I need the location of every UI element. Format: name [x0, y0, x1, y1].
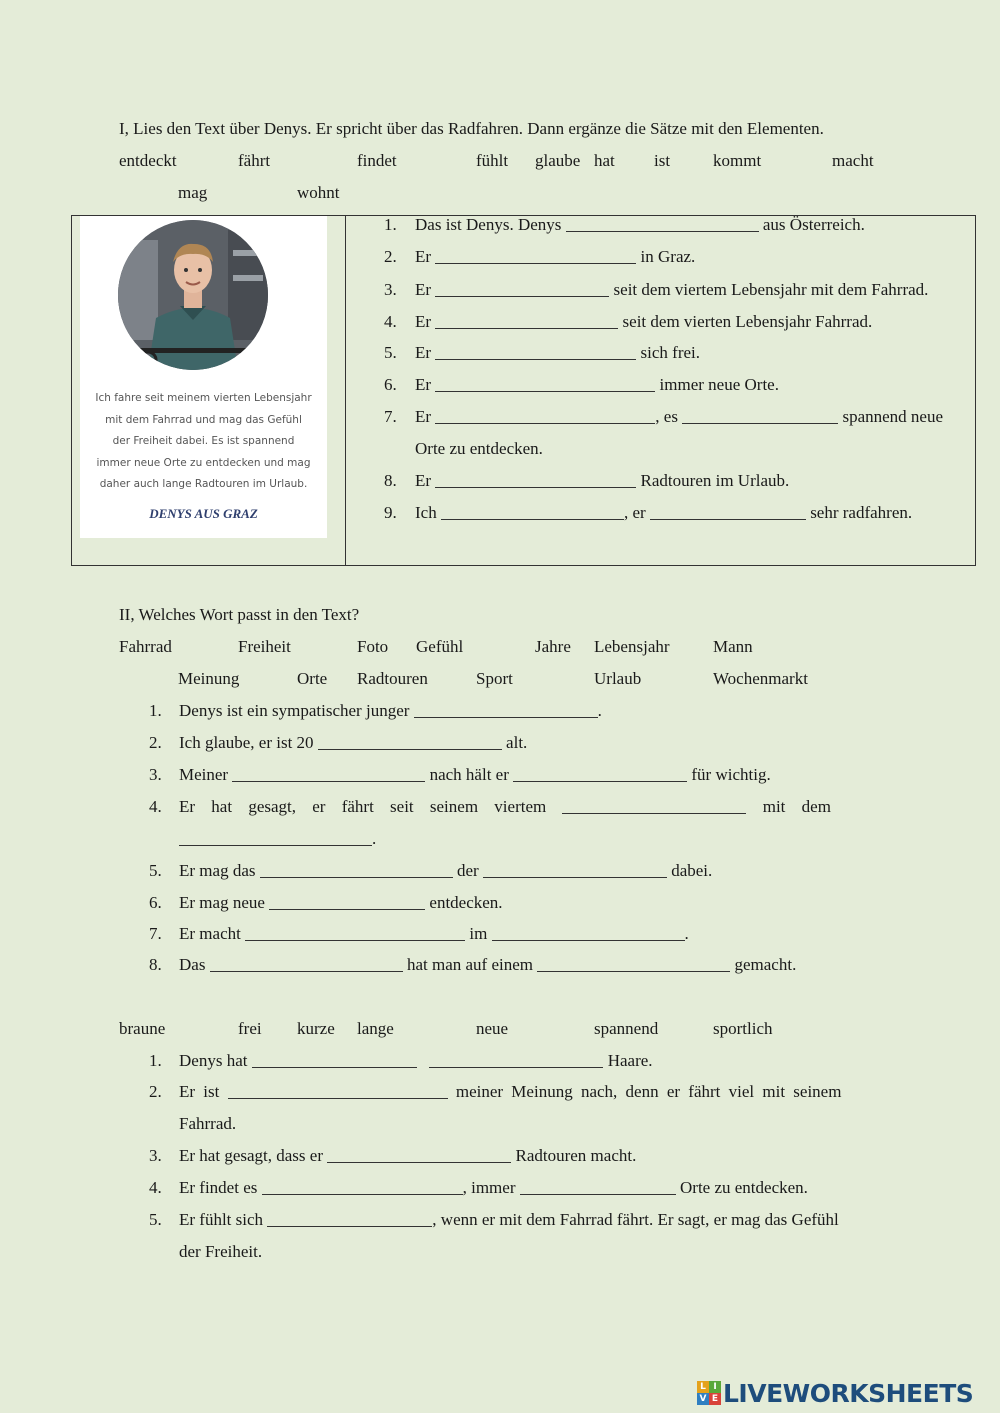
word-bank-item: hat	[594, 151, 615, 170]
sentence-text: für wichtig.	[691, 765, 771, 784]
sentence-text: im	[469, 924, 488, 943]
sentence-text: Er	[415, 407, 432, 426]
sentence-text: Er	[415, 471, 432, 490]
sentence-text: Er fühlt sich	[179, 1210, 264, 1229]
sentence-number: 8.	[384, 471, 397, 490]
sentence-number: 2.	[384, 247, 397, 266]
sentence-4	[415, 312, 872, 332]
sentence-7	[415, 407, 943, 427]
sentence-number: 4.	[149, 797, 162, 816]
sentence-text: .	[597, 701, 602, 720]
word-bank-item: sportlich	[713, 1019, 773, 1038]
word-bank-item: Radtouren	[357, 669, 428, 688]
sentence-5	[415, 343, 700, 363]
logo-badge-letter: E	[709, 1393, 721, 1405]
logo-text: LIVEWORKSHEETS	[723, 1378, 974, 1408]
sentence-text: .	[372, 829, 377, 848]
sentence-text: .	[684, 924, 689, 943]
sentence-7	[179, 924, 689, 944]
sentence-text: , es	[655, 407, 678, 426]
sentence-5	[179, 1210, 839, 1230]
word-bank-item: entdeckt	[119, 151, 177, 170]
sentence-text: sich frei.	[640, 343, 701, 362]
answer-blank[interactable]	[179, 829, 372, 846]
sentence-2	[415, 247, 695, 267]
sentence-3	[179, 1146, 636, 1166]
sentence-3	[415, 280, 928, 300]
sentence-number: 4.	[384, 312, 397, 331]
answer-blank[interactable]	[228, 1082, 448, 1099]
word-bank-item: Gefühl	[416, 637, 464, 656]
answer-blank[interactable]	[492, 924, 685, 941]
answer-blank[interactable]	[435, 343, 636, 360]
answer-blank[interactable]	[513, 765, 687, 782]
word-bank-item: ist	[654, 151, 671, 170]
word-bank-item: Fahrrad	[119, 637, 172, 656]
sentence-7-continued: Orte zu entdecken.	[415, 439, 543, 458]
word-bank-item: fühlt	[476, 151, 509, 170]
sentence-2-continued: Fahrrad.	[179, 1114, 237, 1133]
answer-blank[interactable]	[682, 407, 838, 424]
sentence-text: Er	[415, 312, 432, 331]
box-divider	[345, 216, 346, 565]
answer-blank[interactable]	[327, 1146, 511, 1163]
word-bank-item: Foto	[357, 637, 389, 656]
sentence-text: der	[456, 861, 479, 880]
sentence-text: seit dem vierten Lebensjahr Fahrrad.	[622, 312, 873, 331]
sentence-text: Er hat gesagt, er fährt seit seinem viertem	[179, 797, 547, 816]
answer-blank[interactable]	[441, 503, 624, 520]
sentence-text: nach hält er	[429, 765, 509, 784]
sentence-text: Orte zu entdecken.	[680, 1178, 808, 1197]
word-bank-item: frei	[238, 1019, 262, 1038]
answer-blank[interactable]	[252, 1051, 417, 1068]
word-bank-item: Orte	[297, 669, 328, 688]
sentence-number: 5.	[384, 343, 397, 362]
sentence-text: Das ist Denys. Denys	[415, 215, 562, 234]
sentence-text: spannend neue	[842, 407, 944, 426]
quote-line: mit dem Fahrrad und mag das Gefühl	[105, 413, 302, 426]
sentence-text: Er	[415, 247, 432, 266]
answer-blank[interactable]	[435, 471, 636, 488]
sentence-4-continued	[179, 829, 376, 849]
logo-badge-letter: I	[709, 1381, 721, 1393]
sentence-9	[415, 503, 912, 523]
word-bank-item: Jahre	[535, 637, 571, 656]
quote-line: immer neue Orte zu entdecken und mag	[96, 456, 311, 469]
sentence-number: 5.	[149, 1210, 162, 1229]
sentence-5	[179, 861, 712, 881]
denys-quote	[80, 388, 327, 496]
denys-profile-card	[80, 216, 327, 538]
answer-blank[interactable]	[562, 797, 746, 814]
word-bank-item: glaube	[535, 151, 581, 170]
answer-blank[interactable]	[262, 1178, 463, 1195]
sentence-text: Denys hat	[179, 1051, 248, 1070]
answer-blank[interactable]	[245, 924, 465, 941]
answer-blank[interactable]	[210, 955, 403, 972]
denys-photo	[118, 220, 268, 370]
sentence-text: sehr radfahren.	[810, 503, 913, 522]
sentence-4	[179, 1178, 808, 1198]
answer-blank[interactable]	[520, 1178, 676, 1195]
answer-blank[interactable]	[537, 955, 730, 972]
sentence-5-continued: der Freiheit.	[179, 1242, 263, 1261]
sentence-text: immer neue Orte.	[659, 375, 779, 394]
section1-instruction: I, Lies den Text über Denys. Er spricht über das Radfahren. Dann ergänze die Sätze mit den Elementen.	[119, 119, 824, 138]
sentence-1	[415, 215, 865, 235]
word-bank-item: Freiheit	[238, 637, 291, 656]
sentence-text: Er ist	[179, 1082, 220, 1101]
word-bank-item: fährt	[238, 151, 271, 170]
quote-line: daher auch lange Radtouren im Urlaub.	[99, 478, 308, 491]
sentence-text: Er	[415, 343, 432, 362]
logo-badge-letter: L	[697, 1381, 709, 1393]
answer-blank[interactable]	[414, 701, 598, 718]
sentence-1	[179, 701, 602, 721]
sentence-text: alt.	[506, 733, 528, 752]
sentence-number: 1.	[384, 215, 397, 234]
word-bank-item: wohnt	[297, 183, 340, 202]
denys-signature: DENYS AUS GRAZ	[149, 506, 258, 521]
sentence-number: 4.	[149, 1178, 162, 1197]
sentence-number: 3.	[384, 280, 397, 299]
sentence-text: entdecken.	[429, 893, 503, 912]
answer-blank[interactable]	[435, 247, 636, 264]
sentence-number: 2.	[149, 733, 162, 752]
sentence-text: Radtouren im Urlaub.	[640, 471, 790, 490]
sentence-2	[179, 733, 527, 753]
person-with-bicycle-illustration	[118, 220, 268, 370]
liveworksheets-logo[interactable]	[697, 1378, 973, 1408]
sentence-text: Er findet es	[179, 1178, 258, 1197]
sentence-2	[179, 1082, 841, 1102]
word-bank-item: Urlaub	[594, 669, 642, 688]
sentence-text: , immer	[462, 1178, 516, 1197]
sentence-8	[179, 955, 796, 975]
sentence-number: 9.	[384, 503, 397, 522]
sentence-text: , er	[623, 503, 646, 522]
sentence-text: gemacht.	[734, 955, 797, 974]
logo-badge-letter: V	[697, 1393, 709, 1405]
sentence-number: 1.	[149, 701, 162, 720]
sentence-text: Er	[415, 280, 432, 299]
sentence-number: 3.	[149, 765, 162, 784]
answer-blank[interactable]	[429, 1051, 603, 1068]
sentence-3	[179, 765, 771, 785]
sentence-text: Ich glaube, er ist 20	[179, 733, 314, 752]
sentence-number: 7.	[384, 407, 397, 426]
answer-blank[interactable]	[483, 861, 667, 878]
sentence-text: Er mag neue	[179, 893, 265, 912]
sentence-text: mit dem	[762, 797, 831, 816]
answer-blank[interactable]	[435, 407, 655, 424]
sentence-text: aus Österreich.	[762, 215, 865, 234]
quote-line: der Freiheit dabei. Es ist spannend	[112, 435, 295, 448]
sentence-6	[415, 375, 779, 395]
word-bank-item: Meinung	[178, 669, 240, 688]
sentence-text: in Graz.	[640, 247, 696, 266]
sentence-text: meiner Meinung nach, denn er fährt viel mit seinem	[455, 1082, 842, 1101]
sentence-text: Das	[179, 955, 206, 974]
sentence-text: Er macht	[179, 924, 241, 943]
sentence-8	[415, 471, 789, 491]
word-bank-item: Lebensjahr	[594, 637, 670, 656]
word-bank-item: spannend	[594, 1019, 659, 1038]
sentence-number: 3.	[149, 1146, 162, 1165]
answer-blank[interactable]	[260, 861, 453, 878]
word-bank-item: macht	[832, 151, 874, 170]
answer-blank[interactable]	[267, 1210, 432, 1227]
word-bank-item: lange	[357, 1019, 394, 1038]
sentence-number: 6.	[384, 375, 397, 394]
logo-badge-icon	[697, 1381, 721, 1405]
answer-blank[interactable]	[318, 733, 502, 750]
answer-blank[interactable]	[566, 215, 759, 232]
sentence-text: dabei.	[671, 861, 713, 880]
answer-blank[interactable]	[435, 375, 655, 392]
sentence-text: Ich	[415, 503, 437, 522]
sentence-text: , wenn er mit dem Fahrrad fährt. Er sagt, er mag das Gefühl	[432, 1210, 839, 1229]
sentence-number: 5.	[149, 861, 162, 880]
word-bank-item: kommt	[713, 151, 762, 170]
sentence-text: Er	[415, 375, 432, 394]
sentence-number: 6.	[149, 893, 162, 912]
answer-blank[interactable]	[650, 503, 806, 520]
word-bank-item: Wochenmarkt	[713, 669, 808, 688]
word-bank-item: Mann	[713, 637, 753, 656]
answer-blank[interactable]	[232, 765, 425, 782]
sentence-text: Er mag das	[179, 861, 256, 880]
sentence-1	[179, 1051, 653, 1071]
section2-instruction: II, Welches Wort passt in den Text?	[119, 605, 360, 624]
answer-blank[interactable]	[435, 280, 609, 297]
sentence-number: 2.	[149, 1082, 162, 1101]
sentence-text: Haare.	[607, 1051, 653, 1070]
sentence-4	[179, 797, 831, 817]
sentence-text: hat man auf einem	[406, 955, 533, 974]
sentence-6	[179, 893, 503, 913]
sentence-text: Denys ist ein sympatischer junger	[179, 701, 410, 720]
word-bank-item: braune	[119, 1019, 166, 1038]
sentence-number: 1.	[149, 1051, 162, 1070]
answer-blank[interactable]	[435, 312, 618, 329]
sentence-text: Er hat gesagt, dass er	[179, 1146, 323, 1165]
word-bank-item: kurze	[297, 1019, 335, 1038]
answer-blank[interactable]	[269, 893, 425, 910]
word-bank-item: mag	[178, 183, 208, 202]
sentence-number: 8.	[149, 955, 162, 974]
sentence-text: Radtouren macht.	[515, 1146, 637, 1165]
word-bank-item: findet	[357, 151, 397, 170]
word-bank-item: neue	[476, 1019, 509, 1038]
quote-line: Ich fahre seit meinem vierten Lebensjahr	[95, 392, 312, 404]
word-bank-item: Sport	[476, 669, 513, 688]
sentence-text: Meiner	[179, 765, 229, 784]
sentence-text: seit dem viertem Lebensjahr mit dem Fahrrad.	[613, 280, 929, 299]
sentence-number: 7.	[149, 924, 162, 943]
